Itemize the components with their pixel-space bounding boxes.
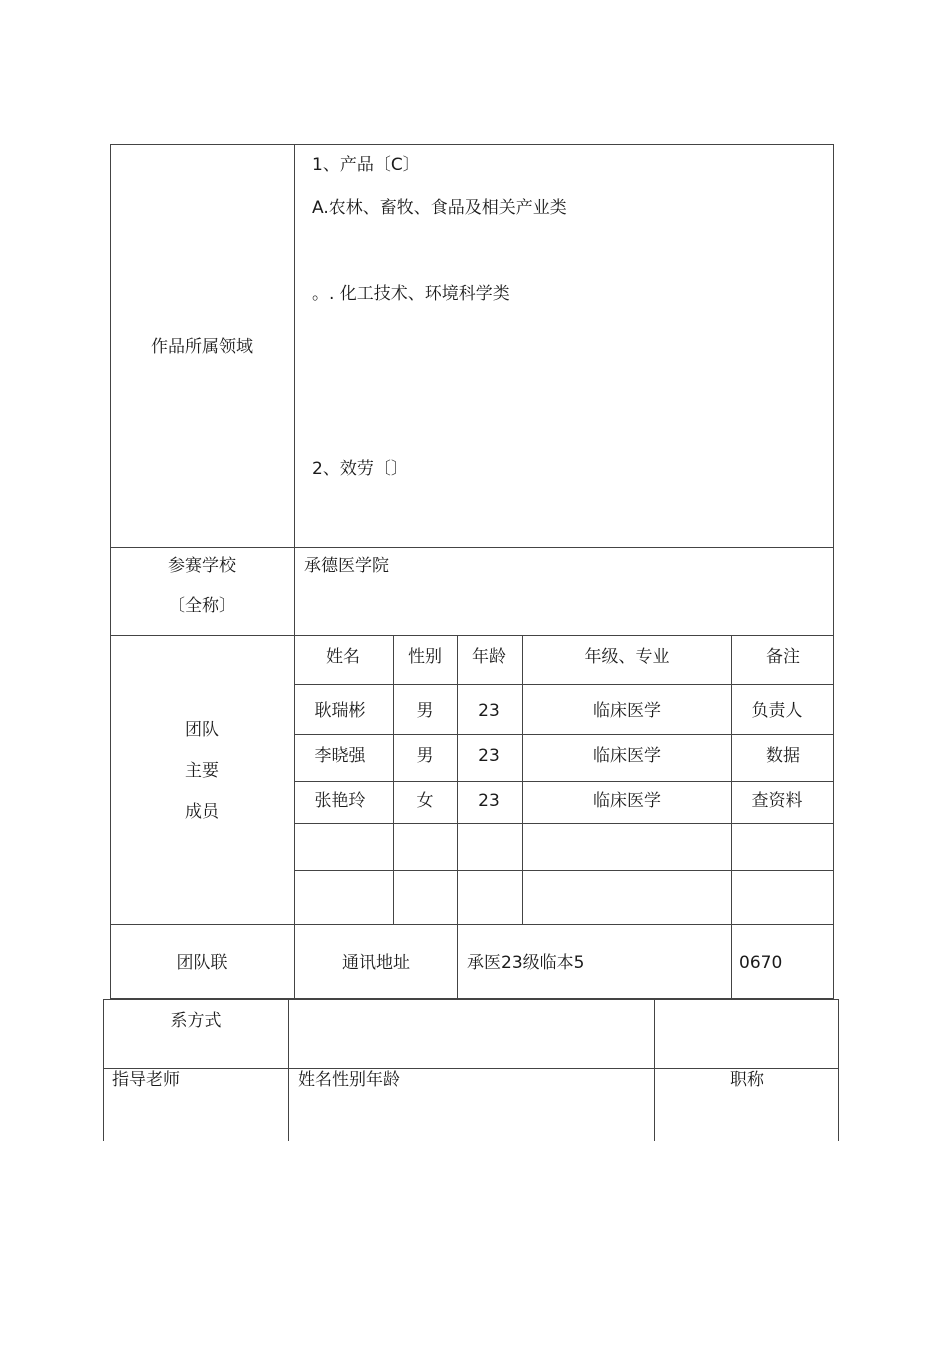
member-age: 23: [478, 791, 500, 811]
member-note: 查资料: [751, 791, 803, 811]
member-name: 张艳玲: [314, 791, 366, 811]
column-header: 备注: [766, 647, 800, 667]
contact-label-part2: 系方式: [170, 1011, 222, 1031]
member-column-divider: [393, 635, 394, 924]
field-option-service: 2、效劳〔〕: [312, 459, 408, 479]
member-gender: 男: [416, 701, 434, 721]
field-label: 作品所属领域: [151, 337, 253, 357]
member-gender: 男: [416, 746, 434, 766]
lower-table-top: [103, 999, 839, 1000]
lower-table-left: [103, 999, 104, 1141]
school-label-note: 〔全称〕: [168, 596, 236, 616]
member-name: 李晓强: [314, 746, 366, 766]
lower-table-divider: [654, 999, 655, 1141]
advisor-title-label: 职称: [730, 1070, 764, 1090]
field-option-chem: 。. 化工技术、环境科学类: [312, 284, 510, 304]
table-rule: [294, 781, 834, 782]
team-label-2: 主要: [185, 761, 219, 781]
table-border-right: [833, 144, 834, 999]
column-header: 年龄: [472, 647, 506, 667]
member-column-divider: [731, 635, 732, 999]
lower-table-right: [838, 999, 839, 1141]
member-note: 负责人: [751, 701, 803, 721]
team-label-1: 团队: [185, 720, 219, 740]
contact-label-part1: 团队联: [176, 953, 228, 973]
address-value: 承医23级临本5: [467, 953, 585, 973]
lower-table-rule: [103, 1068, 839, 1069]
member-note: 数据: [766, 746, 800, 766]
contact-number: 0670: [739, 953, 783, 973]
table-border-left: [110, 144, 111, 999]
member-name: 耿瑞彬: [314, 701, 366, 721]
column-header: 性别: [408, 647, 442, 667]
field-option-product: 1、产品〔C〕: [312, 155, 420, 175]
table-rule: [110, 635, 834, 636]
table-rule: [294, 684, 834, 685]
table-rule: [294, 870, 834, 871]
advisor-label: 指导老师: [112, 1070, 180, 1090]
member-age: 23: [478, 701, 500, 721]
table-border-top: [110, 144, 834, 145]
table-rule: [110, 924, 834, 925]
member-column-divider: [522, 635, 523, 924]
school-value: 承德医学院: [304, 556, 389, 576]
lower-table-divider: [288, 999, 289, 1141]
column-header: 姓名: [326, 647, 360, 667]
member-major: 临床医学: [593, 791, 661, 811]
team-label-3: 成员: [185, 802, 219, 822]
table-rule: [110, 547, 834, 548]
member-major: 临床医学: [593, 746, 661, 766]
member-major: 临床医学: [593, 701, 661, 721]
label-column-divider: [294, 144, 295, 999]
member-age: 23: [478, 746, 500, 766]
table-rule: [294, 823, 834, 824]
member-gender: 女: [416, 791, 434, 811]
table-rule: [294, 734, 834, 735]
advisor-fields: 姓名性别年龄: [298, 1070, 400, 1090]
column-header: 年级、专业: [584, 647, 670, 667]
school-label: 参赛学校: [168, 556, 236, 576]
address-label: 通讯地址: [342, 953, 410, 973]
field-option-agri: A.农林、畜牧、食品及相关产业类: [312, 198, 567, 218]
member-column-divider: [457, 635, 458, 999]
